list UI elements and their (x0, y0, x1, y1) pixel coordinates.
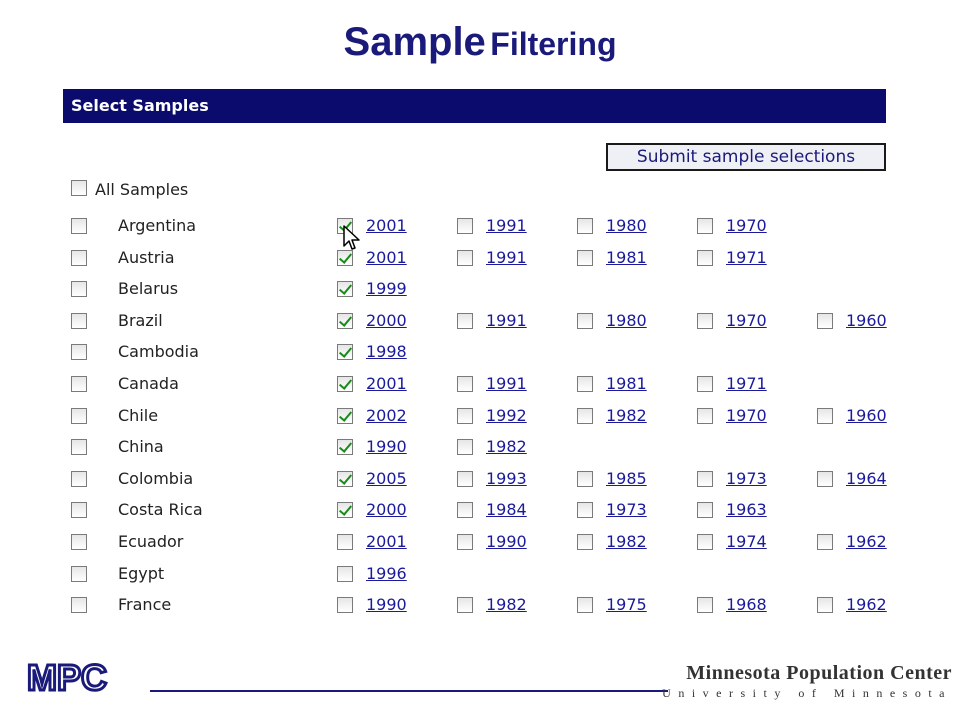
sample-year-link-canada-1981[interactable]: 1981 (606, 374, 647, 393)
sample-checkbox-france-1968[interactable] (697, 597, 713, 613)
sample-checkbox-austria-1981[interactable] (577, 250, 593, 266)
sample-year-link-ecuador-1990[interactable]: 1990 (486, 532, 527, 551)
country-label-austria: Austria (118, 248, 175, 267)
sample-checkbox-colombia-1985[interactable] (577, 471, 593, 487)
sample-year-link-france-1962[interactable]: 1962 (846, 595, 887, 614)
country-label-costa-rica: Costa Rica (118, 500, 203, 519)
footer-organization (662, 662, 952, 701)
sample-year-link-colombia-1993[interactable]: 1993 (486, 469, 527, 488)
country-label-egypt: Egypt (118, 564, 165, 583)
title-secondary: Filtering (490, 26, 617, 62)
org-name: Minnesota Population Center (686, 662, 952, 684)
country-label-china: China (118, 437, 164, 456)
logo-text: MPC (27, 660, 107, 694)
sample-year-link-chile-1960[interactable]: 1960 (846, 406, 887, 425)
sample-checkbox-costa-rica-1984[interactable] (457, 502, 473, 518)
sample-year-link-brazil-1970[interactable]: 1970 (726, 311, 767, 330)
country-checkbox-austria[interactable] (71, 250, 87, 266)
sample-year-link-france-1968[interactable]: 1968 (726, 595, 767, 614)
sample-checkbox-colombia-1964[interactable] (817, 471, 833, 487)
sample-year-link-ecuador-1962[interactable]: 1962 (846, 532, 887, 551)
country-checkbox-colombia[interactable] (71, 471, 87, 487)
all-samples-checkbox[interactable] (71, 180, 87, 196)
sample-checkbox-chile-1960[interactable] (817, 408, 833, 424)
country-checkbox-ecuador[interactable] (71, 534, 87, 550)
sample-checkbox-austria-1971[interactable] (697, 250, 713, 266)
country-checkbox-france[interactable] (71, 597, 87, 613)
sample-year-link-argentina-1980[interactable]: 1980 (606, 216, 647, 235)
sample-year-link-ecuador-1982[interactable]: 1982 (606, 532, 647, 551)
org-subtitle: University of Minnesota (662, 686, 952, 700)
page-title (0, 20, 960, 65)
sample-checkbox-france-1990[interactable] (337, 597, 353, 613)
sample-checkbox-argentina-1970[interactable] (697, 218, 713, 234)
sample-year-link-canada-1991[interactable]: 1991 (486, 374, 527, 393)
sample-checkbox-chile-1970[interactable] (697, 408, 713, 424)
sample-year-link-belarus-1999[interactable]: 1999 (366, 279, 407, 298)
sample-year-link-argentina-2001[interactable]: 2001 (366, 216, 407, 235)
sample-year-link-colombia-1985[interactable]: 1985 (606, 469, 647, 488)
sample-checkbox-colombia-2005[interactable] (337, 471, 353, 487)
country-label-argentina: Argentina (118, 216, 197, 235)
sample-checkbox-austria-1991[interactable] (457, 250, 473, 266)
sample-year-link-colombia-2005[interactable]: 2005 (366, 469, 407, 488)
submit-sample-selections-button[interactable]: Submit sample selections (606, 143, 886, 171)
sample-checkbox-france-1962[interactable] (817, 597, 833, 613)
all-samples-label: All Samples (95, 180, 189, 199)
sample-checkbox-costa-rica-2000[interactable] (337, 502, 353, 518)
sample-year-link-austria-1971[interactable]: 1971 (726, 248, 767, 267)
sample-year-link-brazil-1960[interactable]: 1960 (846, 311, 887, 330)
sample-year-link-austria-1991[interactable]: 1991 (486, 248, 527, 267)
country-label-ecuador: Ecuador (118, 532, 184, 551)
country-checkbox-egypt[interactable] (71, 566, 87, 582)
sample-checkbox-france-1982[interactable] (457, 597, 473, 613)
country-label-cambodia: Cambodia (118, 342, 199, 361)
sample-year-link-ecuador-2001[interactable]: 2001 (366, 532, 407, 551)
country-label-belarus: Belarus (118, 279, 179, 298)
country-label-france: France (118, 595, 172, 614)
sample-checkbox-france-1975[interactable] (577, 597, 593, 613)
country-checkbox-china[interactable] (71, 439, 87, 455)
sample-year-link-colombia-1964[interactable]: 1964 (846, 469, 887, 488)
sample-checkbox-ecuador-1982[interactable] (577, 534, 593, 550)
country-checkbox-chile[interactable] (71, 408, 87, 424)
country-label-canada: Canada (118, 374, 179, 393)
sample-year-link-chile-1982[interactable]: 1982 (606, 406, 647, 425)
sample-year-link-argentina-1970[interactable]: 1970 (726, 216, 767, 235)
sample-year-link-chile-1970[interactable]: 1970 (726, 406, 767, 425)
sample-checkbox-ecuador-1962[interactable] (817, 534, 833, 550)
sample-year-link-costa-rica-1963[interactable]: 1963 (726, 500, 767, 519)
sample-year-link-colombia-1973[interactable]: 1973 (726, 469, 767, 488)
sample-year-link-france-1990[interactable]: 1990 (366, 595, 407, 614)
sample-year-link-costa-rica-1984[interactable]: 1984 (486, 500, 527, 519)
sample-checkbox-chile-1982[interactable] (577, 408, 593, 424)
sample-year-link-canada-1971[interactable]: 1971 (726, 374, 767, 393)
sample-year-link-argentina-1991[interactable]: 1991 (486, 216, 527, 235)
sample-year-link-chile-2002[interactable]: 2002 (366, 406, 407, 425)
sample-checkbox-ecuador-1990[interactable] (457, 534, 473, 550)
sample-checkbox-colombia-1993[interactable] (457, 471, 473, 487)
footer-divider (150, 690, 668, 692)
country-checkbox-brazil[interactable] (71, 313, 87, 329)
sample-year-link-costa-rica-1973[interactable]: 1973 (606, 500, 647, 519)
country-checkbox-belarus[interactable] (71, 281, 87, 297)
title-main: Sample (343, 20, 486, 64)
sample-checkbox-china-1990[interactable] (337, 439, 353, 455)
sample-year-link-china-1990[interactable]: 1990 (366, 437, 407, 456)
country-label-brazil: Brazil (118, 311, 163, 330)
sample-year-link-brazil-2000[interactable]: 2000 (366, 311, 407, 330)
country-checkbox-cambodia[interactable] (71, 344, 87, 360)
sample-year-link-canada-2001[interactable]: 2001 (366, 374, 407, 393)
sample-year-link-cambodia-1998[interactable]: 1998 (366, 342, 407, 361)
country-checkbox-costa-rica[interactable] (71, 502, 87, 518)
sample-year-link-chile-1992[interactable]: 1992 (486, 406, 527, 425)
sample-checkbox-belarus-1999[interactable] (337, 281, 353, 297)
sample-checkbox-argentina-1991[interactable] (457, 218, 473, 234)
sample-checkbox-costa-rica-1973[interactable] (577, 502, 593, 518)
sample-checkbox-brazil-2000[interactable] (337, 313, 353, 329)
sample-year-link-france-1975[interactable]: 1975 (606, 595, 647, 614)
sample-checkbox-chile-1992[interactable] (457, 408, 473, 424)
sample-checkbox-canada-1991[interactable] (457, 376, 473, 392)
sample-checkbox-canada-1971[interactable] (697, 376, 713, 392)
sample-checkbox-canada-2001[interactable] (337, 376, 353, 392)
country-checkbox-argentina[interactable] (71, 218, 87, 234)
sample-checkbox-brazil-1960[interactable] (817, 313, 833, 329)
sample-checkbox-austria-2001[interactable] (337, 250, 353, 266)
sample-checkbox-costa-rica-1963[interactable] (697, 502, 713, 518)
mpc-logo (5, 660, 130, 694)
sample-year-link-china-1982[interactable]: 1982 (486, 437, 527, 456)
sample-checkbox-colombia-1973[interactable] (697, 471, 713, 487)
sample-year-link-austria-1981[interactable]: 1981 (606, 248, 647, 267)
sample-checkbox-ecuador-1974[interactable] (697, 534, 713, 550)
mouse-cursor-icon (342, 224, 362, 252)
sample-year-link-france-1982[interactable]: 1982 (486, 595, 527, 614)
sample-checkbox-china-1982[interactable] (457, 439, 473, 455)
sample-year-link-ecuador-1974[interactable]: 1974 (726, 532, 767, 551)
sample-checkbox-cambodia-1998[interactable] (337, 344, 353, 360)
sample-year-link-brazil-1980[interactable]: 1980 (606, 311, 647, 330)
sample-year-link-costa-rica-2000[interactable]: 2000 (366, 500, 407, 519)
sample-year-link-egypt-1996[interactable]: 1996 (366, 564, 407, 583)
sample-checkbox-brazil-1970[interactable] (697, 313, 713, 329)
panel-header: Select Samples (63, 89, 886, 123)
country-label-chile: Chile (118, 406, 159, 425)
sample-checkbox-chile-2002[interactable] (337, 408, 353, 424)
sample-year-link-brazil-1991[interactable]: 1991 (486, 311, 527, 330)
sample-checkbox-ecuador-2001[interactable] (337, 534, 353, 550)
sample-checkbox-egypt-1996[interactable] (337, 566, 353, 582)
sample-checkbox-canada-1981[interactable] (577, 376, 593, 392)
sample-year-link-austria-2001[interactable]: 2001 (366, 248, 407, 267)
sample-checkbox-brazil-1991[interactable] (457, 313, 473, 329)
country-label-colombia: Colombia (118, 469, 194, 488)
sample-checkbox-brazil-1980[interactable] (577, 313, 593, 329)
sample-checkbox-argentina-1980[interactable] (577, 218, 593, 234)
country-checkbox-canada[interactable] (71, 376, 87, 392)
